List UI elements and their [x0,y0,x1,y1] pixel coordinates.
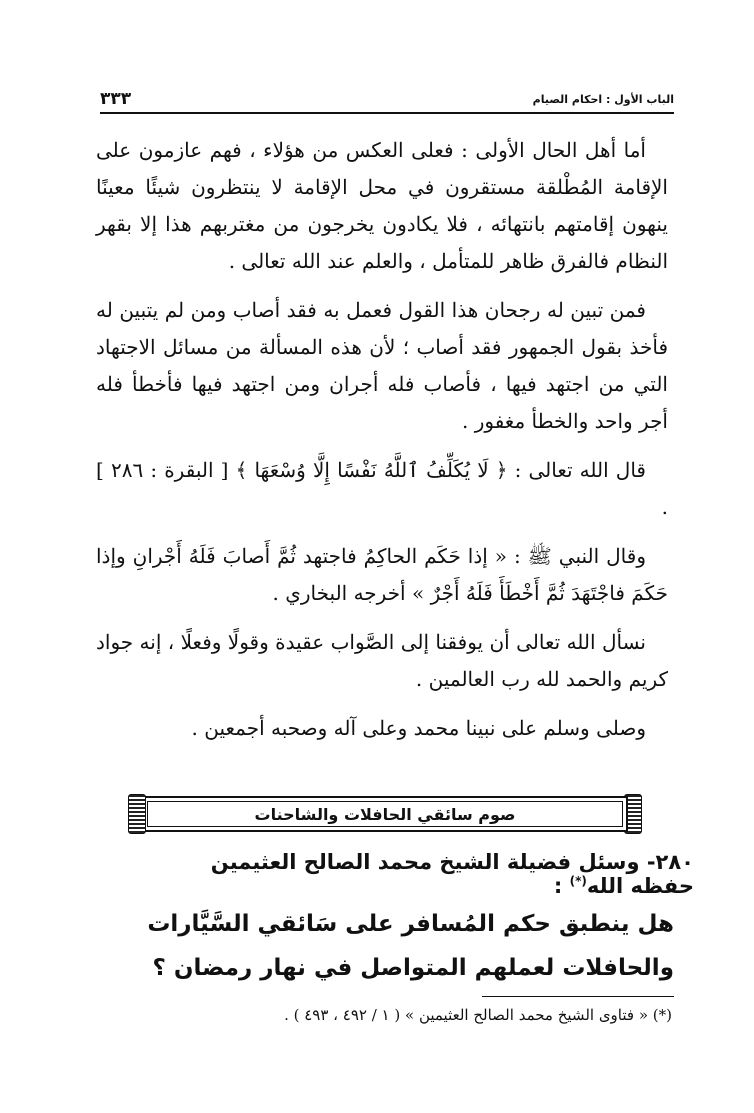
fatwa-colon: : [553,874,570,898]
paragraph-prayer: نسأل الله تعالى أن يوفقنا إلى الصَّواب عقيدة وقولًا وفعلًا ، إنه جواد كريم والحمد لله رب العالمين . [96,630,668,691]
main-text [96,132,668,747]
banner-frame [142,796,628,832]
footnote-marker: (*) [569,874,587,888]
fatwa-number-line: ٢٨٠- وسئل فضيلة الشيخ محمد الصالح العثيمين حفظه الله [210,850,694,898]
paragraph-2: فمن تبين له رجحان هذا القول فعمل به فقد أصاب ومن لم يتبين له فأخذ بقول الجمهور فقد أصاب ؛ لأن هذه المسألة من مسائل الاجتهاد التي من اجتهد فيها ، فأصاب فله أجران ومن اجتهد فيها فأخطأ فله أجر واحد والخطأ مغفور . [96,298,669,433]
banner-ornament-left [128,794,146,834]
page-number: ٣٣٣ [100,89,132,109]
quran-quote: قال الله تعالى : ﴿ لَا يُكَلِّفُ ٱللَّهُ نَفْسًا إِلَّا وُسْعَهَا ﴾ [ البقرة : ٢٨٦ ] . [96,458,668,519]
footnote-rule [482,996,674,997]
section-banner [128,796,642,832]
paragraph-1: أما أهل الحال الأولى : فعلى العكس من هؤلاء ، فهم عازمون على الإقامة المُطْلقة مستقرون في محل الإقامة لا ينتظرون شيئًا معينًا ينهون إقامتهم بانتهائه ، فلا يكادون يخرجون من مغتربهم هذا إلا بقهر النظام فالفرق ظاهر للمتأمل ، والعلم عند الله تعالى . [96,138,668,273]
header-rule [100,112,674,114]
fatwa-heading [150,850,694,898]
paragraph-closing: وصلى وسلم على نبينا محمد وعلى آله وصحبه أجمعين . [191,716,646,740]
page-header [100,88,674,110]
fatwa-question: هل ينطبق حكم المُسافر على سَائقي السَّيَّارات والحافلات لعملهم المتواصل في نهار رمضان ؟ [147,911,674,981]
section-title: صوم سائقي الحافلات والشاحنات [254,804,516,824]
chapter-title: الباب الأول : احكام الصيام [532,92,674,106]
hadith-quote: وقال النبي ﷺ : « إذا حَكَم الحاكِمُ فاجتهد ثُمَّ أَصابَ فَلَهُ أَجْرانِ وإذا حَكَمَ فاجْتَهَدَ ثُمَّ أَخْطَأَ فَلَهُ أَجْرٌ » أخرجه البخاري . [96,544,668,605]
footnote: (*) « فتاوى الشيخ محمد الصالح العثيمين » ( ١ / ٤٩٢ ، ٤٩٣ ) . [284,1006,672,1024]
